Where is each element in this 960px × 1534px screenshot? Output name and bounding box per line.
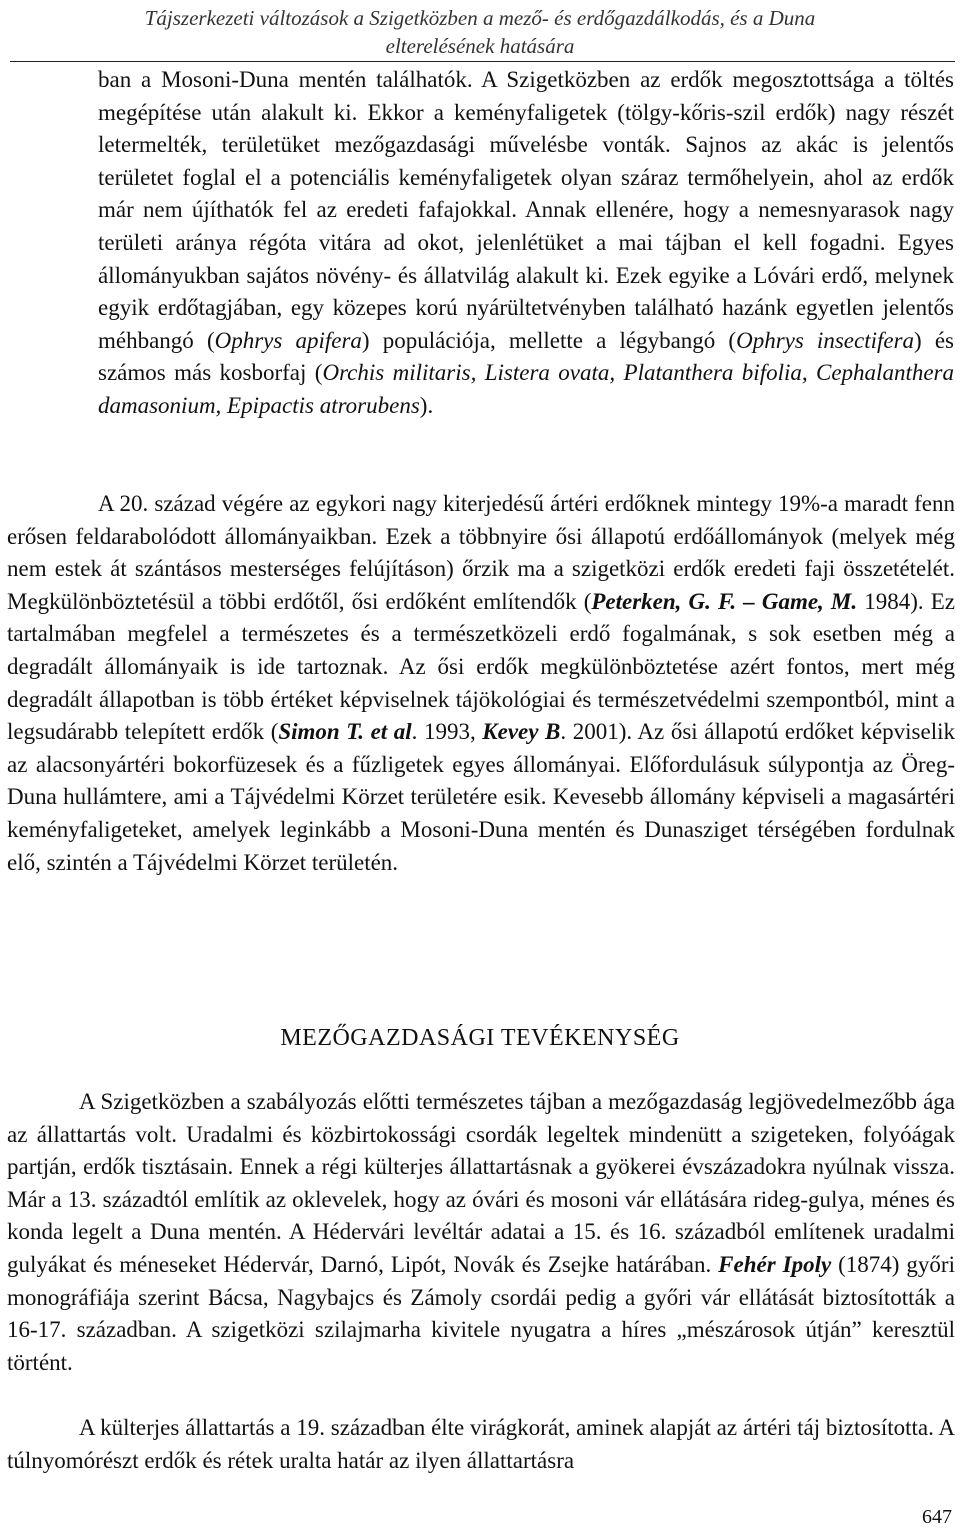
paragraph-forests (98, 64, 954, 423)
text-run: A Szigetközben a szabályozás előtti természetes tájban a mezőgazdaság legjövedelmezőbb ága az állattartás volt. Uradalmi és közbirtokossági csordák legeltek mindenütt a szigeteken, folyóágak partján, erdők tisztásain. Ennek a régi külterjes állattartásnak a gyökerei évszázadokra nyúlnak vissza. Már a 13. századtól említik az oklevelek, hogy az óvári és mosoni vár ellátására rideg-gulya, ménes és konda legelt a Duna mentén. A Hédervári levéltár adatai a 15. és 16. századból említenek uradalmi gulyákat és méneseket Hédervár, Darnó, Lipót, Novák és Zsejke határában. (7, 1089, 955, 1277)
running-header-line1: Tájszerkezeti változások a Szigetközben a mező- és erdőgazdálkodás, és a Duna (144, 6, 816, 30)
section-heading: MEZŐGAZDASÁGI TEVÉKENYSÉG (280, 1025, 680, 1051)
paragraph-ancient-forests (7, 488, 955, 879)
species-name: Ophrys apifera (214, 327, 362, 353)
citation-author: Fehér Ipoly (718, 1251, 832, 1277)
paragraph-livestock (7, 1086, 955, 1379)
text-run: ) és számos más kosborfaj ( (98, 327, 954, 386)
text-run: (1874) győri monográfiája szerint Bácsa, Nagybajcs és Zámoly csordái pedig a győri vár ellátását biztosították a 16-17. században. A szigetközi szilajmarha kivitele nyugatra a híres „mészárosok útján” keresztül történt. (7, 1251, 955, 1375)
text-run: ) populációja, mellette a légybangó ( (361, 327, 737, 353)
species-list: Orchis militaris, Listera ovata, Platanthera bifolia, Cephalanthera damasonium, Epipactis atrorubens (98, 360, 954, 418)
running-header (0, 0, 960, 60)
running-header-line2: elterelésének hatására (385, 34, 575, 58)
citation-author: Peterken, G. F. – Game, M. (591, 588, 858, 614)
paragraph-extensive-husbandry (7, 1412, 955, 1477)
species-name: Ophrys insectifera (736, 327, 915, 353)
citation-author: Simon T. et al (278, 719, 412, 745)
text-run: . 2001). Az ősi állapotú erdőket képviselik az alacsonyártéri bokorfüzesek és a fűzligetek egyes állományai. Előfordulásuk súlypontja az Öreg-Duna hullámtere, ami a Tájvédelmi Körzet területére esik. Kevesebb állomány képviseli a magasártéri keményfaligeteket, amelyek leginkább a Mosoni-Duna mentén és Dunasziget térségében fordulnak elő, szintén a Tájvédelmi Körzet területén. (7, 719, 955, 875)
text-run: ban a Mosoni-Duna mentén találhatók. A Szigetközben az erdők megosztottsága a töltés megépítése után alakult ki. Ekkor a keményfaligetek (tölgy-kőris-szil erdők) nagy részét letermelték, területüket mezőgazdasági művelésbe vonták. Sajnos az akác is jelentős területet foglal el a potenciális keményfaligetek olyan száraz termőhelyein, ahol az erdők már nem újíthatók fel az eredeti fafajokkal. Annak ellenére, hogy a nemesnyarasok nagy területi aránya régóta vitára ad okot, jelenlétüket a mai tájban el kell fogadni. Egyes állományukban sajátos növény- és állatvilág alakult ki. Ezek egyike a Lóvári erdő, melynek egyik erdőtagjában, egy közepes korú nyárültetvényben található hazánk egyetlen jelentős méhbangó ( (98, 67, 954, 353)
text-run: 1984). Ez tartalmában megfelel a természetes és a természetközeli erdő fogalmának, s sok esetben még a degradált állományaik is ide tartoznak. Az ősi erdők megkülönböztetése azért fontos, mert még degradált állapotban is több értéket képviselnek tájökológiai és természetvédelmi szempontból, mint a legsudárabb telepített erdők ( (7, 588, 955, 745)
text-run: . 1993, (411, 719, 483, 745)
text-run: ). (419, 392, 434, 418)
text-run: A 20. század végére az egykori nagy kiterjedésű ártéri erdőknek mintegy 19%-a maradt fenn erősen feldarabolódott állományaikban. Ezek a többnyire ősi állapotú erdőállományok (melyek még nem estek át szántásos mesterséges felújításon) őrzik ma a szigetközi erdők eredeti faji összetételét. Megkülönböztetésül a többi erdőtől, ősi erdőként említendők ( (7, 491, 955, 614)
citation-author: Kevey B (482, 719, 561, 745)
header-rule (10, 61, 955, 62)
text-run: A külterjes állattartás a 19. században élte virágkorát, aminek alapját az ártéri táj biztosította. A túlnyomórészt erdők és rétek uralta határ az ilyen állattartásra (7, 1415, 955, 1473)
page-number: 647 (922, 1506, 952, 1528)
